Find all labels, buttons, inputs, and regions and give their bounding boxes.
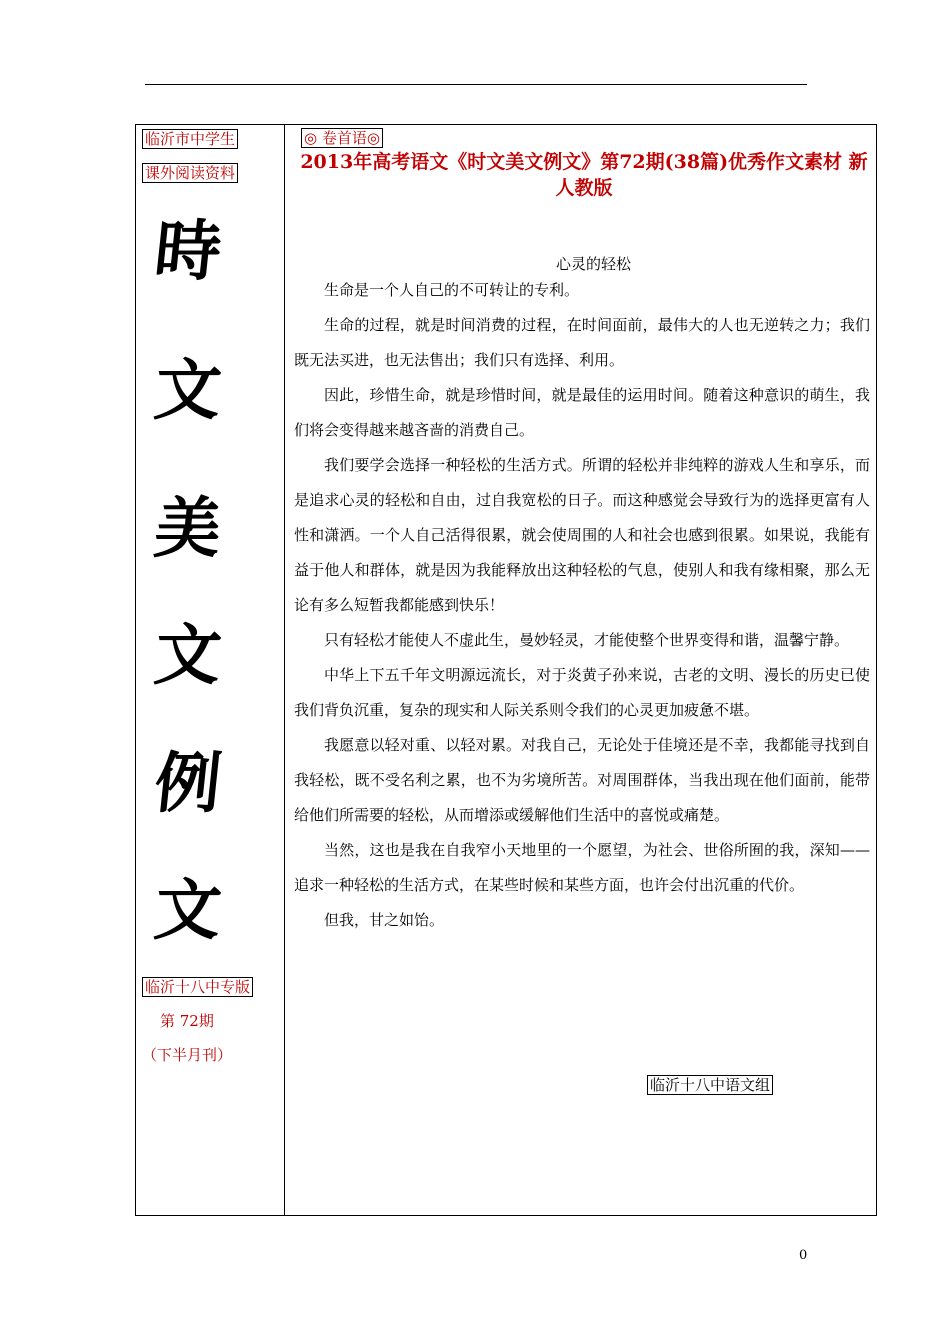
calligraphy-char-2: 文 [150, 351, 226, 429]
paragraph: 当然，这也是我在自我窄小天地里的一个愿望，为社会、世俗所囿的我，深知——追求一种轻松的生活方式，在某些时候和某些方面，也许会付出沉重的代价。 [294, 841, 870, 894]
article-body [294, 273, 870, 938]
material-label: 课外阅读资料 [142, 163, 238, 183]
frequency-label: （下半月刊） [142, 1046, 233, 1064]
preface-marker: ◎ 卷首语◎ [301, 129, 383, 147]
article-title: 心灵的轻松 [556, 255, 632, 273]
paragraph: 我们要学会选择一种轻松的生活方式。所谓的轻松并非纯粹的游戏人生和享乐，而是追求心灵的轻松和自由，过自我宽松的日子。而这种感觉会导致行为的选择更富有人性和潇洒。一个人自己活得很累，就会使周围的人和社会也感到很累。如果说，我能有益于他人和群体，就是因为我能释放出这种轻松的气息，使别人和我有缘相聚，那么无论有多么短暂我都能感到快乐！ [294, 456, 870, 614]
edition-label: 临沂十八中专版 [142, 977, 253, 997]
column-divider [284, 124, 285, 1216]
calligraphy-char-5: 例 [150, 744, 226, 822]
paragraph: 生命的过程，就是时间消费的过程，在时间面前，最伟大的人也无逆转之力；我们既无法买进，也无法售出；我们只有选择、利用。 [294, 316, 870, 369]
calligraphy-char-6: 文 [150, 871, 226, 949]
paragraph: 因此，珍惜生命，就是珍惜时间，就是最佳的运用时间。随着这种意识的萌生，我们将会变得越来越吝啬的消费自己。 [294, 386, 870, 439]
calligraphy-char-1: 時 [150, 212, 226, 290]
header-rule [145, 84, 807, 85]
paragraph: 我愿意以轻对重、以轻对累。对我自己，无论处于佳境还是不幸，我都能寻找到自我轻松，既不受名利之累，也不为劣境所苦。对周围群体，当我出现在他们面前，能带给他们所需要的轻松，从而增添或缓解他们生活中的喜悦或痛楚。 [294, 736, 870, 824]
calligraphy-char-4: 文 [150, 616, 226, 694]
school-label: 临沂市中学生 [142, 129, 238, 149]
paragraph: 生命是一个人自己的不可转让的专利。 [324, 281, 580, 299]
page-number: 0 [799, 1248, 808, 1263]
paragraph: 只有轻松才能使人不虚此生，曼妙轻灵，才能使整个世界变得和谐，温馨宁静。 [324, 631, 850, 649]
calligraphy-char-3: 美 [150, 489, 226, 567]
document-title: 2013年高考语文《时文美文例文》第72期(38篇)优秀作文素材 新人教版 [300, 151, 868, 199]
signature: 临沂十八中语文组 [647, 1075, 773, 1095]
issue-label: 第 72期 [160, 1012, 214, 1030]
paragraph: 中华上下五千年文明源远流长，对于炎黄子孙来说，古老的文明、漫长的历史已使我们背负沉重，复杂的现实和人际关系则令我们的心灵更加疲惫不堪。 [294, 666, 870, 719]
paragraph: 但我，甘之如饴。 [324, 911, 445, 929]
